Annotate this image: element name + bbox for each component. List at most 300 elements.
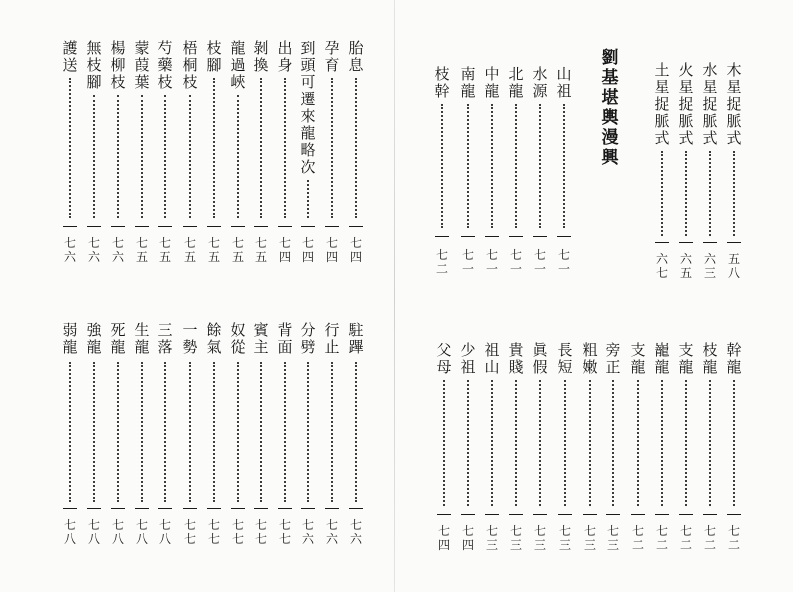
page-number-char: 七 bbox=[655, 524, 668, 538]
toc-entry-title-char: 幹 bbox=[434, 82, 450, 100]
toc-entry-title-char: 楊 bbox=[110, 39, 126, 57]
toc-entry-title-char: 梧 bbox=[182, 39, 198, 57]
page-dash bbox=[301, 508, 315, 509]
book-title-char: 興 bbox=[601, 148, 619, 168]
toc-entry-title-char: 蹕 bbox=[348, 338, 364, 356]
toc-entry-title-char: 腳 bbox=[206, 56, 222, 74]
toc-entry-title-char: 龍 bbox=[726, 358, 742, 376]
toc-entry-title-char: 枝 bbox=[110, 73, 126, 91]
toc-entry-page-number bbox=[434, 524, 454, 552]
toc-entry[interactable] bbox=[700, 0, 720, 592]
page-dash bbox=[207, 508, 221, 509]
toc-entry-title-char: 腳 bbox=[86, 73, 102, 91]
toc-entry-title-char: 山 bbox=[556, 65, 572, 83]
toc-entry-title-char: 脈 bbox=[654, 112, 670, 130]
toc-entry-title-char: 龍 bbox=[702, 358, 718, 376]
toc-entry-title-char: 水 bbox=[702, 61, 718, 79]
page-number-char: 七 bbox=[485, 248, 498, 262]
toc-entry-title-char: 龍 bbox=[508, 82, 524, 100]
page-number-char: 七 bbox=[325, 518, 338, 532]
page-dash bbox=[87, 508, 101, 509]
page-number-char: 七 bbox=[278, 236, 291, 250]
page-number-char: 六 bbox=[349, 532, 362, 546]
toc-entry-title-char: 過 bbox=[230, 56, 246, 74]
toc-entry-title-char: 脈 bbox=[702, 112, 718, 130]
dot-leader bbox=[733, 380, 735, 506]
toc-entry-title-char: 止 bbox=[324, 338, 340, 356]
toc-entry-title-char: 育 bbox=[324, 56, 340, 74]
dot-leader bbox=[331, 362, 333, 502]
dot-leader bbox=[117, 362, 119, 502]
toc-entry-title-char: 星 bbox=[654, 78, 670, 96]
toc-entry-title-char: 祖 bbox=[484, 341, 500, 359]
toc-entry[interactable] bbox=[180, 0, 200, 592]
page-dash bbox=[606, 514, 620, 515]
toc-entry-page-number bbox=[155, 518, 175, 546]
toc-entry-title-char: 捉 bbox=[678, 95, 694, 113]
toc-entry-page-number bbox=[724, 524, 744, 552]
toc-entry-title-char: 胎 bbox=[348, 39, 364, 57]
toc-entry-title-char: 賓 bbox=[253, 321, 269, 339]
page-number-char: 七 bbox=[135, 518, 148, 532]
dot-leader bbox=[661, 380, 663, 506]
toc-entry[interactable] bbox=[434, 0, 454, 592]
page-number-char: 七 bbox=[231, 236, 244, 250]
page-dash bbox=[558, 514, 572, 515]
page-number-char: 六 bbox=[703, 252, 716, 266]
page-number-char: 七 bbox=[207, 518, 220, 532]
toc-entry-page-number bbox=[180, 518, 200, 546]
page-number-char: 七 bbox=[278, 532, 291, 546]
toc-entry-title-char: 式 bbox=[678, 129, 694, 147]
page-number-char: 二 bbox=[655, 538, 668, 552]
toc-entry-title-char: 短 bbox=[557, 358, 573, 376]
toc-entry-title bbox=[628, 342, 648, 376]
page-number-char: 四 bbox=[349, 250, 362, 264]
toc-entry-title bbox=[482, 342, 502, 376]
dot-leader bbox=[141, 362, 143, 502]
page-number-char: 四 bbox=[325, 250, 338, 264]
page-number-char: 七 bbox=[183, 518, 196, 532]
page-number-char: 七 bbox=[135, 236, 148, 250]
toc-entry-title-char: 芍 bbox=[157, 39, 173, 57]
page-number-char: 七 bbox=[87, 236, 100, 250]
toc-entry-title-char: 龍 bbox=[134, 338, 150, 356]
page-number-char: 七 bbox=[87, 518, 100, 532]
page-number-char: 七 bbox=[558, 524, 571, 538]
toc-entry[interactable] bbox=[652, 0, 672, 592]
toc-entry-title-char: 龍 bbox=[630, 358, 646, 376]
toc-entry-title-char: 龍 bbox=[300, 124, 316, 142]
page-number-char: 七 bbox=[278, 518, 291, 532]
page-number-char: 二 bbox=[435, 262, 448, 276]
page-number-char: 七 bbox=[254, 236, 267, 250]
toc-entry[interactable] bbox=[346, 0, 366, 592]
page-dash bbox=[461, 514, 475, 515]
page-dash bbox=[158, 508, 172, 509]
page-number-char: 七 bbox=[207, 236, 220, 250]
toc-entry-title-char: 護 bbox=[62, 39, 78, 57]
page-dash bbox=[727, 514, 741, 515]
page-dash bbox=[254, 508, 268, 509]
dot-leader bbox=[260, 362, 262, 502]
page-dash bbox=[655, 514, 669, 515]
toc-entry-title-char: 主 bbox=[253, 338, 269, 356]
toc-entry-title-char: 木 bbox=[726, 61, 742, 79]
page-number-char: 七 bbox=[655, 266, 668, 280]
toc-entry-title-char: 孕 bbox=[324, 39, 340, 57]
page-number-char: 四 bbox=[461, 538, 474, 552]
toc-entry-title-char: 星 bbox=[702, 78, 718, 96]
page-dash bbox=[631, 514, 645, 515]
page-number-char: 三 bbox=[583, 538, 596, 552]
page-number-char: 六 bbox=[325, 532, 338, 546]
toc-entry[interactable] bbox=[155, 0, 175, 592]
toc-entry-title-char: 生 bbox=[134, 321, 150, 339]
page-number-char: 七 bbox=[727, 524, 740, 538]
toc-entry-page-number bbox=[228, 518, 248, 546]
page-number-char: 二 bbox=[703, 538, 716, 552]
toc-entry-title bbox=[108, 322, 128, 356]
page-number-char: 五 bbox=[231, 250, 244, 264]
toc-entry-title-char: 葉 bbox=[134, 73, 150, 91]
toc-entry-title-char: 從 bbox=[230, 338, 246, 356]
page-number-char: 三 bbox=[558, 538, 571, 552]
dot-leader bbox=[93, 362, 95, 502]
toc-entry-title-char: 略 bbox=[300, 141, 316, 159]
toc-entry-page-number bbox=[628, 524, 648, 552]
toc-entry-title-char: 面 bbox=[277, 338, 293, 356]
page-number-char: 四 bbox=[278, 250, 291, 264]
toc-entry-title-char: 祖 bbox=[460, 358, 476, 376]
dot-leader bbox=[515, 380, 517, 506]
dot-leader bbox=[355, 362, 357, 502]
toc-entry-title-char: 三 bbox=[157, 321, 173, 339]
page-number-char: 八 bbox=[135, 532, 148, 546]
toc-entry[interactable] bbox=[132, 0, 152, 592]
toc-entry[interactable] bbox=[676, 0, 696, 592]
toc-entry-title bbox=[506, 342, 526, 376]
page-number-char: 四 bbox=[301, 250, 314, 264]
toc-entry-title-char: 枝 bbox=[434, 65, 450, 83]
page-number-char: 七 bbox=[557, 248, 570, 262]
toc-entry-page-number bbox=[676, 524, 696, 552]
toc-entry-title-char: 背 bbox=[277, 321, 293, 339]
toc-entry-title-char: 龍 bbox=[484, 82, 500, 100]
page-number-char: 七 bbox=[349, 518, 362, 532]
page-number-char: 七 bbox=[301, 518, 314, 532]
toc-entry-title bbox=[458, 342, 478, 376]
page-dash bbox=[63, 508, 77, 509]
page-dash bbox=[485, 514, 499, 515]
page-number-char: 三 bbox=[533, 538, 546, 552]
page-number-char: 五 bbox=[183, 250, 196, 264]
toc-entry-title-char: 粗 bbox=[582, 341, 598, 359]
toc-entry-title bbox=[180, 322, 200, 356]
dot-leader bbox=[685, 380, 687, 506]
page-dash bbox=[278, 508, 292, 509]
toc-entry-title-char: 蒙 bbox=[134, 39, 150, 57]
toc-entry-title-char: 源 bbox=[532, 82, 548, 100]
page-dash bbox=[437, 514, 451, 515]
toc-entry-title-char: 眞 bbox=[532, 341, 548, 359]
toc-entry-title-char: 弱 bbox=[62, 321, 78, 339]
toc-entry-title-char: 柳 bbox=[110, 56, 126, 74]
toc-entry-title bbox=[724, 342, 744, 376]
toc-entry-title-char: 中 bbox=[484, 65, 500, 83]
page-number-char: 七 bbox=[325, 236, 338, 250]
page-number-char: 六 bbox=[679, 252, 692, 266]
page-number-char: 七 bbox=[254, 532, 267, 546]
dot-leader bbox=[612, 380, 614, 506]
toc-entry-title-char: 落 bbox=[157, 338, 173, 356]
page-number-char: 八 bbox=[158, 532, 171, 546]
page-number-char: 七 bbox=[583, 524, 596, 538]
page-number-char: 二 bbox=[631, 538, 644, 552]
toc-entry-title-char: 劈 bbox=[300, 338, 316, 356]
toc-entry-title bbox=[652, 342, 672, 376]
page-number-char: 七 bbox=[606, 524, 619, 538]
page-number-char: 八 bbox=[63, 532, 76, 546]
toc-entry-title-char: 假 bbox=[532, 358, 548, 376]
page-number-char: 二 bbox=[727, 538, 740, 552]
toc-entry[interactable] bbox=[84, 0, 104, 592]
toc-entry-page-number bbox=[108, 518, 128, 546]
toc-entry-title-char: 脈 bbox=[678, 112, 694, 130]
toc-entry[interactable] bbox=[228, 0, 248, 592]
book-title-char: 劉 bbox=[601, 48, 619, 68]
page-dash bbox=[231, 508, 245, 509]
dot-leader bbox=[164, 362, 166, 502]
toc-entry-page-number bbox=[700, 524, 720, 552]
toc-entry-title-char: 式 bbox=[726, 129, 742, 147]
page-number-char: 七 bbox=[679, 524, 692, 538]
page-number-char: 七 bbox=[509, 524, 522, 538]
toc-entry-title-char: 一 bbox=[182, 321, 198, 339]
page-number-char: 七 bbox=[485, 524, 498, 538]
toc-entry-title-char: 峽 bbox=[230, 73, 246, 91]
page-number-char: 七 bbox=[703, 524, 716, 538]
dot-leader bbox=[589, 380, 591, 506]
toc-entry-page-number bbox=[506, 524, 526, 552]
page-number-char: 三 bbox=[485, 538, 498, 552]
dot-leader bbox=[539, 380, 541, 506]
page-dash bbox=[509, 514, 523, 515]
toc-entry-page-number bbox=[60, 518, 80, 546]
page-number-char: 二 bbox=[679, 538, 692, 552]
toc-entry[interactable] bbox=[530, 0, 550, 592]
toc-entry-title-char: 幹 bbox=[726, 341, 742, 359]
toc-entry-title bbox=[298, 322, 318, 356]
toc-entry-title-char: 藥 bbox=[157, 56, 173, 74]
toc-entry-title-char: 水 bbox=[532, 65, 548, 83]
toc-entry[interactable] bbox=[555, 0, 575, 592]
toc-entry[interactable] bbox=[580, 0, 600, 592]
page-number-char: 八 bbox=[727, 266, 740, 280]
dot-leader bbox=[284, 362, 286, 502]
page-dash bbox=[703, 514, 717, 515]
toc-entry-page-number bbox=[275, 518, 295, 546]
page-number-char: 七 bbox=[231, 518, 244, 532]
toc-entry[interactable] bbox=[251, 0, 271, 592]
page-number-char: 八 bbox=[111, 532, 124, 546]
toc-entry-title-char: 無 bbox=[86, 39, 102, 57]
dot-leader bbox=[709, 380, 711, 506]
page-number-char: 三 bbox=[606, 538, 619, 552]
page-number-char: 五 bbox=[727, 252, 740, 266]
toc-entry-title-char: 枝 bbox=[182, 73, 198, 91]
toc-entry-title-char: 貴 bbox=[508, 341, 524, 359]
toc-entry-title-char: 母 bbox=[436, 358, 452, 376]
dot-leader bbox=[637, 380, 639, 506]
toc-entry-title-char: 正 bbox=[605, 358, 621, 376]
toc-entry[interactable] bbox=[108, 0, 128, 592]
toc-entry-title-char: 駐 bbox=[348, 321, 364, 339]
page-number-char: 七 bbox=[63, 236, 76, 250]
page-number-char: 六 bbox=[301, 532, 314, 546]
toc-entry-title-char: 龍 bbox=[230, 39, 246, 57]
toc-entry-title bbox=[155, 322, 175, 356]
toc-entry-title-char: 行 bbox=[324, 321, 340, 339]
toc-entry-title bbox=[60, 322, 80, 356]
toc-entry-title-char: 出 bbox=[277, 39, 293, 57]
page-number-char: 八 bbox=[87, 532, 100, 546]
toc-entry-title-char: 長 bbox=[557, 341, 573, 359]
toc-entry-title-char: 死 bbox=[110, 321, 126, 339]
toc-entry[interactable] bbox=[603, 0, 623, 592]
toc-entry-page-number bbox=[298, 518, 318, 546]
toc-entry[interactable] bbox=[458, 0, 478, 592]
page-number-char: 七 bbox=[158, 236, 171, 250]
toc-entry-title-char: 龍 bbox=[110, 338, 126, 356]
toc-entry-title-char: 火 bbox=[678, 61, 694, 79]
toc-entry-title-char: 少 bbox=[460, 341, 476, 359]
toc-entry-title bbox=[346, 322, 366, 356]
toc-entry[interactable] bbox=[204, 0, 224, 592]
toc-entry-title bbox=[322, 322, 342, 356]
book-title-char: 輿 bbox=[601, 108, 619, 128]
toc-entry[interactable] bbox=[506, 0, 526, 592]
page-number-char: 六 bbox=[87, 250, 100, 264]
page-number-char: 七 bbox=[435, 248, 448, 262]
page-number-char: 四 bbox=[437, 538, 450, 552]
page-number-char: 五 bbox=[158, 250, 171, 264]
dot-leader bbox=[237, 362, 239, 502]
toc-entry-title-char: 送 bbox=[62, 56, 78, 74]
toc-entry-title bbox=[132, 322, 152, 356]
page-number-char: 三 bbox=[703, 266, 716, 280]
page-number-char: 七 bbox=[533, 248, 546, 262]
toc-entry[interactable] bbox=[298, 0, 318, 592]
toc-entry-title bbox=[204, 322, 224, 356]
toc-entry-title-char: 勢 bbox=[182, 338, 198, 356]
toc-entry-title-char: 旁 bbox=[605, 341, 621, 359]
book-title-char: 漫 bbox=[601, 128, 619, 148]
toc-entry-title-char: 賤 bbox=[508, 358, 524, 376]
toc-entry-title-char: 枝 bbox=[157, 73, 173, 91]
page-number-char: 三 bbox=[509, 538, 522, 552]
toc-entry-title-char: 式 bbox=[702, 129, 718, 147]
toc-entry-title bbox=[251, 322, 271, 356]
toc-entry-title bbox=[434, 342, 454, 376]
toc-entry-page-number bbox=[346, 518, 366, 546]
toc-entry-title-char: 星 bbox=[726, 78, 742, 96]
toc-entry-title-char: 桐 bbox=[182, 56, 198, 74]
toc-entry[interactable] bbox=[60, 0, 80, 592]
page-dash bbox=[583, 514, 597, 515]
toc-entry-title-char: 龍 bbox=[86, 338, 102, 356]
page-number-char: 七 bbox=[533, 524, 546, 538]
page-number-char: 五 bbox=[254, 250, 267, 264]
dot-leader bbox=[307, 362, 309, 502]
book-title-char: 堪 bbox=[601, 88, 619, 108]
toc-entry-title-char: 星 bbox=[678, 78, 694, 96]
toc-entry-title-char: 龍 bbox=[62, 338, 78, 356]
toc-entry-title-char: 餘 bbox=[206, 321, 222, 339]
toc-entry[interactable] bbox=[322, 0, 342, 592]
toc-entry[interactable] bbox=[628, 0, 648, 592]
toc-entry[interactable] bbox=[482, 0, 502, 592]
toc-entry-title-char: 葭 bbox=[134, 56, 150, 74]
toc-entry-page-number bbox=[652, 524, 672, 552]
page-number-char: 六 bbox=[111, 250, 124, 264]
page-number-char: 一 bbox=[461, 262, 474, 276]
toc-entry-title-char: 支 bbox=[678, 341, 694, 359]
toc-entry[interactable] bbox=[724, 0, 744, 592]
toc-entry-page-number bbox=[603, 524, 623, 552]
toc-entry-title-char: 山 bbox=[484, 358, 500, 376]
page-number-char: 七 bbox=[461, 524, 474, 538]
dot-leader bbox=[467, 380, 469, 506]
dot-leader bbox=[69, 362, 71, 502]
toc-entry-page-number bbox=[580, 524, 600, 552]
toc-entry-title-char: 捉 bbox=[702, 95, 718, 113]
page-number-char: 七 bbox=[207, 532, 220, 546]
toc-entry-page-number bbox=[204, 518, 224, 546]
toc-entry-title bbox=[555, 342, 575, 376]
toc-entry-title bbox=[275, 322, 295, 356]
toc-entry[interactable] bbox=[275, 0, 295, 592]
toc-entry-page-number bbox=[458, 524, 478, 552]
page-number-char: 七 bbox=[509, 248, 522, 262]
page-dash bbox=[183, 508, 197, 509]
toc-entry-title-char: 遷 bbox=[300, 90, 316, 108]
page-number-char: 七 bbox=[111, 518, 124, 532]
toc-entry-title-char: 換 bbox=[253, 56, 269, 74]
toc-entry-title-char: 南 bbox=[460, 65, 476, 83]
page-dash bbox=[349, 508, 363, 509]
toc-entry-title bbox=[580, 342, 600, 376]
toc-entry-title-char: 龍 bbox=[678, 358, 694, 376]
toc-entry-page-number bbox=[482, 524, 502, 552]
toc-entry-page-number bbox=[84, 518, 104, 546]
toc-entry-title bbox=[228, 322, 248, 356]
toc-entry-page-number bbox=[322, 518, 342, 546]
page-number-char: 一 bbox=[485, 262, 498, 276]
page-number-char: 七 bbox=[158, 518, 171, 532]
page-number-char: 一 bbox=[557, 262, 570, 276]
toc-entry-title-char: 龍 bbox=[654, 358, 670, 376]
toc-entry-title-char: 來 bbox=[300, 107, 316, 125]
dot-leader bbox=[564, 380, 566, 506]
page-number-char: 六 bbox=[655, 252, 668, 266]
toc-entry-title-char: 枝 bbox=[702, 341, 718, 359]
page-number-char: 七 bbox=[183, 532, 196, 546]
toc-entry-title-char: 頭 bbox=[300, 56, 316, 74]
dot-leader bbox=[213, 362, 215, 502]
page-dash bbox=[325, 508, 339, 509]
book-spine bbox=[394, 0, 395, 592]
